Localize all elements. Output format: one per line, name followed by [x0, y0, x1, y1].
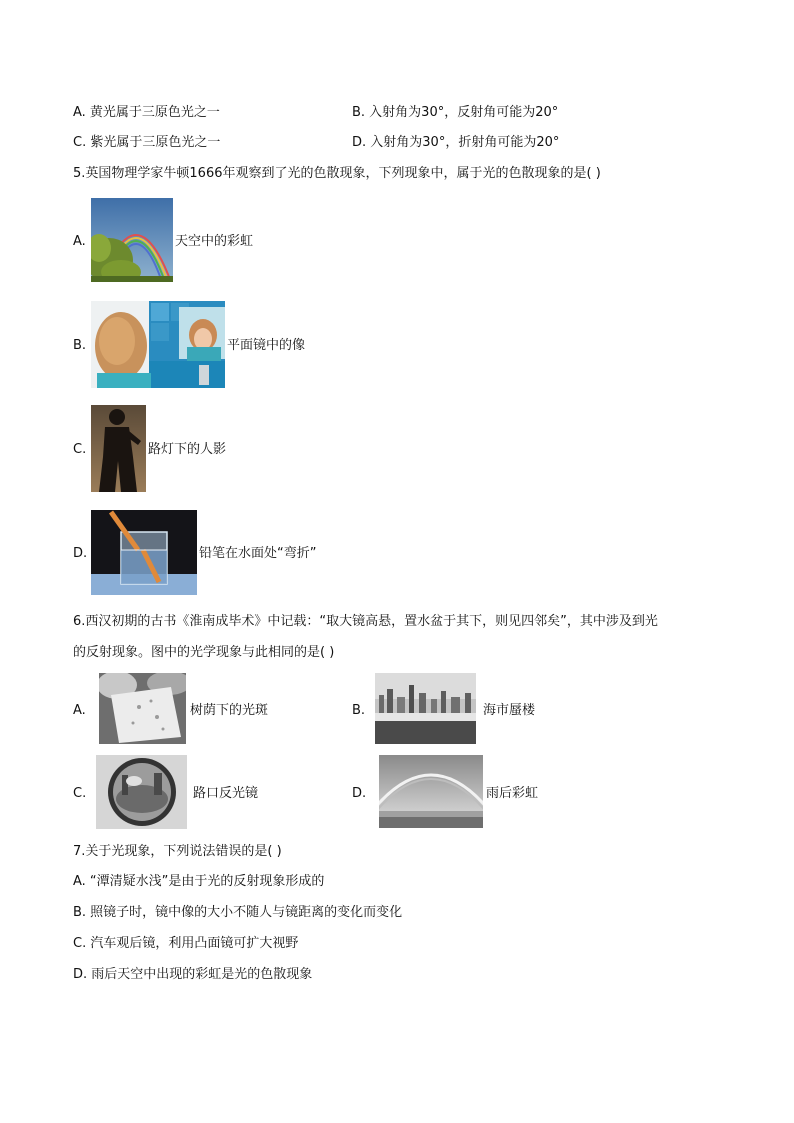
rainbow-gray-photo	[379, 755, 483, 828]
q5-stem: 5.英国物理学家牛顿1666年观察到了光的色散现象，下列现象中，属于光的色散现象的是( )	[73, 166, 601, 181]
q6-option-c-letter: C.	[73, 786, 87, 801]
q6-option-a-text: 树荫下的光斑	[190, 703, 269, 718]
pencil-in-water-photo	[91, 510, 197, 595]
shadow-photo	[91, 405, 146, 492]
q6-option-a-letter: A.	[73, 703, 86, 718]
q4-option-c: C. 紫光属于三原色光之一	[73, 135, 221, 150]
q6-stem-line2: 的反射现象。图中的光学现象与此相同的是( )	[73, 645, 335, 660]
q5-option-c-text: 路灯下的人影	[148, 442, 227, 457]
q5-option-b-letter: B.	[73, 338, 87, 353]
q6-option-b-letter: B.	[352, 703, 366, 718]
q6-option-d-text: 雨后彩虹	[486, 786, 539, 801]
q7-option-b: B. 照镜子时，镜中像的大小不随人与镜距离的变化而变化	[73, 905, 403, 920]
q6-option-b-text: 海市蜃楼	[483, 703, 536, 718]
q7-option-a: A. “潭清疑水浅”是由于光的反射现象形成的	[73, 874, 325, 889]
q6-option-d-letter: D.	[352, 786, 367, 801]
q5-option-c-letter: C.	[73, 442, 87, 457]
q5-option-b-text: 平面镜中的像	[227, 338, 306, 353]
light-spots-photo	[99, 673, 186, 744]
mirage-photo	[375, 673, 476, 744]
q7-stem: 7.关于光现象，下列说法错误的是( )	[73, 844, 282, 859]
convex-mirror-photo	[96, 755, 187, 829]
q7-option-c: C. 汽车观后镜，利用凸面镜可扩大视野	[73, 936, 299, 951]
q5-option-a-letter: A.	[73, 234, 86, 249]
q4-option-a: A. 黄光属于三原色光之一	[73, 105, 220, 120]
q5-option-a-text: 天空中的彩虹	[175, 234, 254, 249]
q5-option-d-text: 铅笔在水面处“弯折”	[199, 546, 317, 561]
q4-option-d: D. 入射角为30°，折射角可能为20°	[352, 135, 560, 150]
q6-option-c-text: 路口反光镜	[193, 786, 259, 801]
q7-option-d: D. 雨后天空中出现的彩虹是光的色散现象	[73, 967, 313, 982]
mirror-girl-photo	[91, 301, 225, 388]
rainbow-photo	[91, 198, 173, 282]
q4-option-b: B. 入射角为30°，反射角可能为20°	[352, 105, 559, 120]
q5-option-d-letter: D.	[73, 546, 88, 561]
q6-stem-line1: 6.西汉初期的古书《淮南成毕术》中记载：“取大镜高悬，置水盆于其下，则见四邻矣”，其中涉及到光	[73, 614, 658, 629]
